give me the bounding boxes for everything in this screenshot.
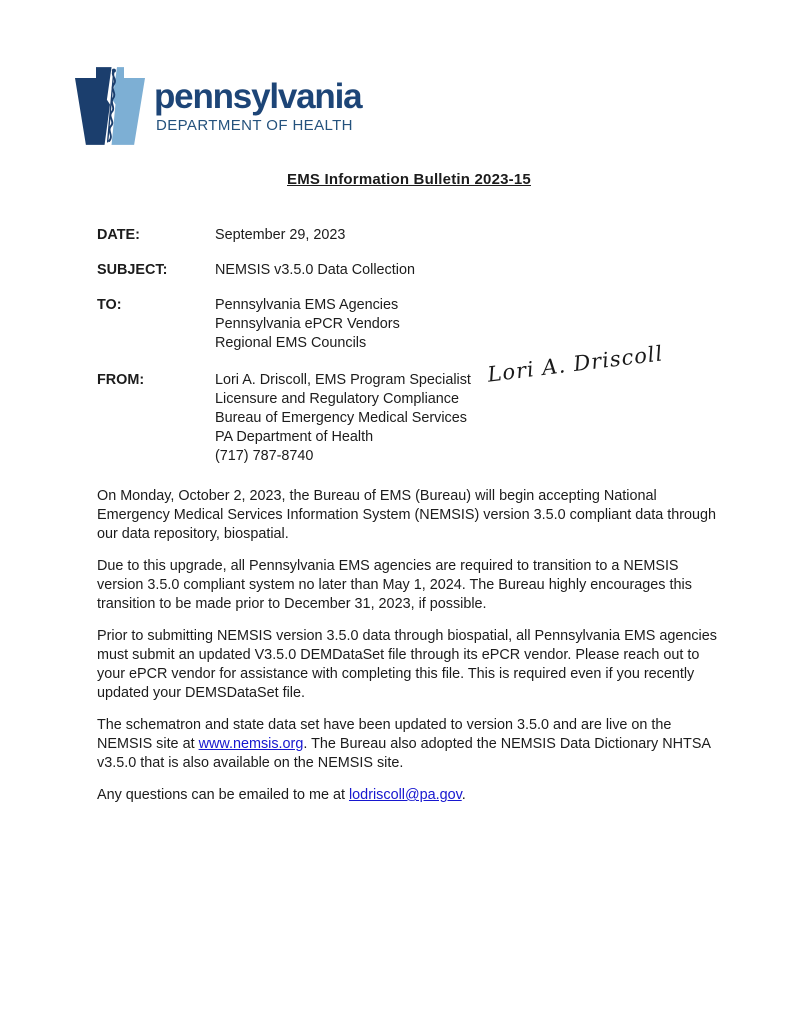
body-paragraph <box>97 557 721 614</box>
date-value: September 29, 2023 <box>215 227 346 243</box>
paragraph-text: . <box>461 787 466 803</box>
body-paragraph <box>97 786 721 805</box>
logo-text-block <box>154 66 361 134</box>
bulletin-title: EMS Information Bulletin 2023-15 <box>287 171 531 188</box>
from-line: PA Department of Health <box>215 429 374 445</box>
logo-department-name: DEPARTMENT OF HEALTH <box>156 117 353 134</box>
to-label: TO: <box>97 297 122 313</box>
nemsis-website-link[interactable]: www.nemsis.org <box>198 736 304 752</box>
body-paragraph <box>97 487 721 544</box>
handwritten-signature: Lori A. Driscoll <box>486 341 665 387</box>
paragraph-text: The schematron and state data set have been updated to version 3.5.0 and are live on the NEMSIS site at <box>97 717 672 752</box>
from-line: Licensure and Regulatory Compliance <box>215 391 459 407</box>
paragraph-text: Prior to submitting NEMSIS version 3.5.0 data through biospatial, all Pennsylvania EMS agencies must submit an updated V3.5.0 DEMDataSet file through its ePCR vendor. Please reach out to your ePCR vendor for assistance with completing this file. This is required even if you recently updated your DEMSDataSet file. <box>97 628 717 701</box>
to-line: Pennsylvania ePCR Vendors <box>215 316 400 332</box>
email-link[interactable]: lodriscoll@pa.gov <box>348 787 462 803</box>
subject-value: NEMSIS v3.5.0 Data Collection <box>215 262 415 278</box>
subject-label: SUBJECT: <box>97 262 168 278</box>
meta-row-date <box>97 226 721 245</box>
from-line: Bureau of Emergency Medical Services <box>215 410 467 426</box>
to-line: Regional EMS Councils <box>215 335 367 351</box>
to-line: Pennsylvania EMS Agencies <box>215 297 399 313</box>
from-line: (717) 787-8740 <box>215 448 314 464</box>
from-line: Lori A. Driscoll, EMS Program Specialist <box>215 372 471 388</box>
from-label: FROM: <box>97 372 145 388</box>
body-paragraph <box>97 627 721 703</box>
document-content <box>97 226 721 818</box>
paragraph-text: On Monday, October 2, 2023, the Bureau of EMS (Bureau) will begin accepting National Emergency Medical Services Information System (NEMSIS) version 3.5.0 compliant data through our data repository, biospatial. <box>97 488 717 542</box>
meta-row-subject <box>97 261 721 280</box>
keystone-caduceus-icon <box>75 66 145 146</box>
logo-wordmark: pennsylvania <box>154 77 362 116</box>
paragraph-text: . The Bureau also adopted the NEMSIS Data Dictionary NHTSA v3.5.0 that is also available on the NEMSIS site. <box>97 736 711 771</box>
paragraph-text: Due to this upgrade, all Pennsylvania EMS agencies are required to transition to a NEMSIS version 3.5.0 compliant system no later than May 1, 2024. The Bureau highly encourages this transition to be made prior to December 31, 2023, if possible. <box>97 558 692 612</box>
date-label: DATE: <box>97 227 140 243</box>
pa-doh-logo <box>75 66 361 146</box>
paragraph-text: Any questions can be emailed to me at <box>97 787 349 803</box>
body-paragraph <box>97 716 721 773</box>
